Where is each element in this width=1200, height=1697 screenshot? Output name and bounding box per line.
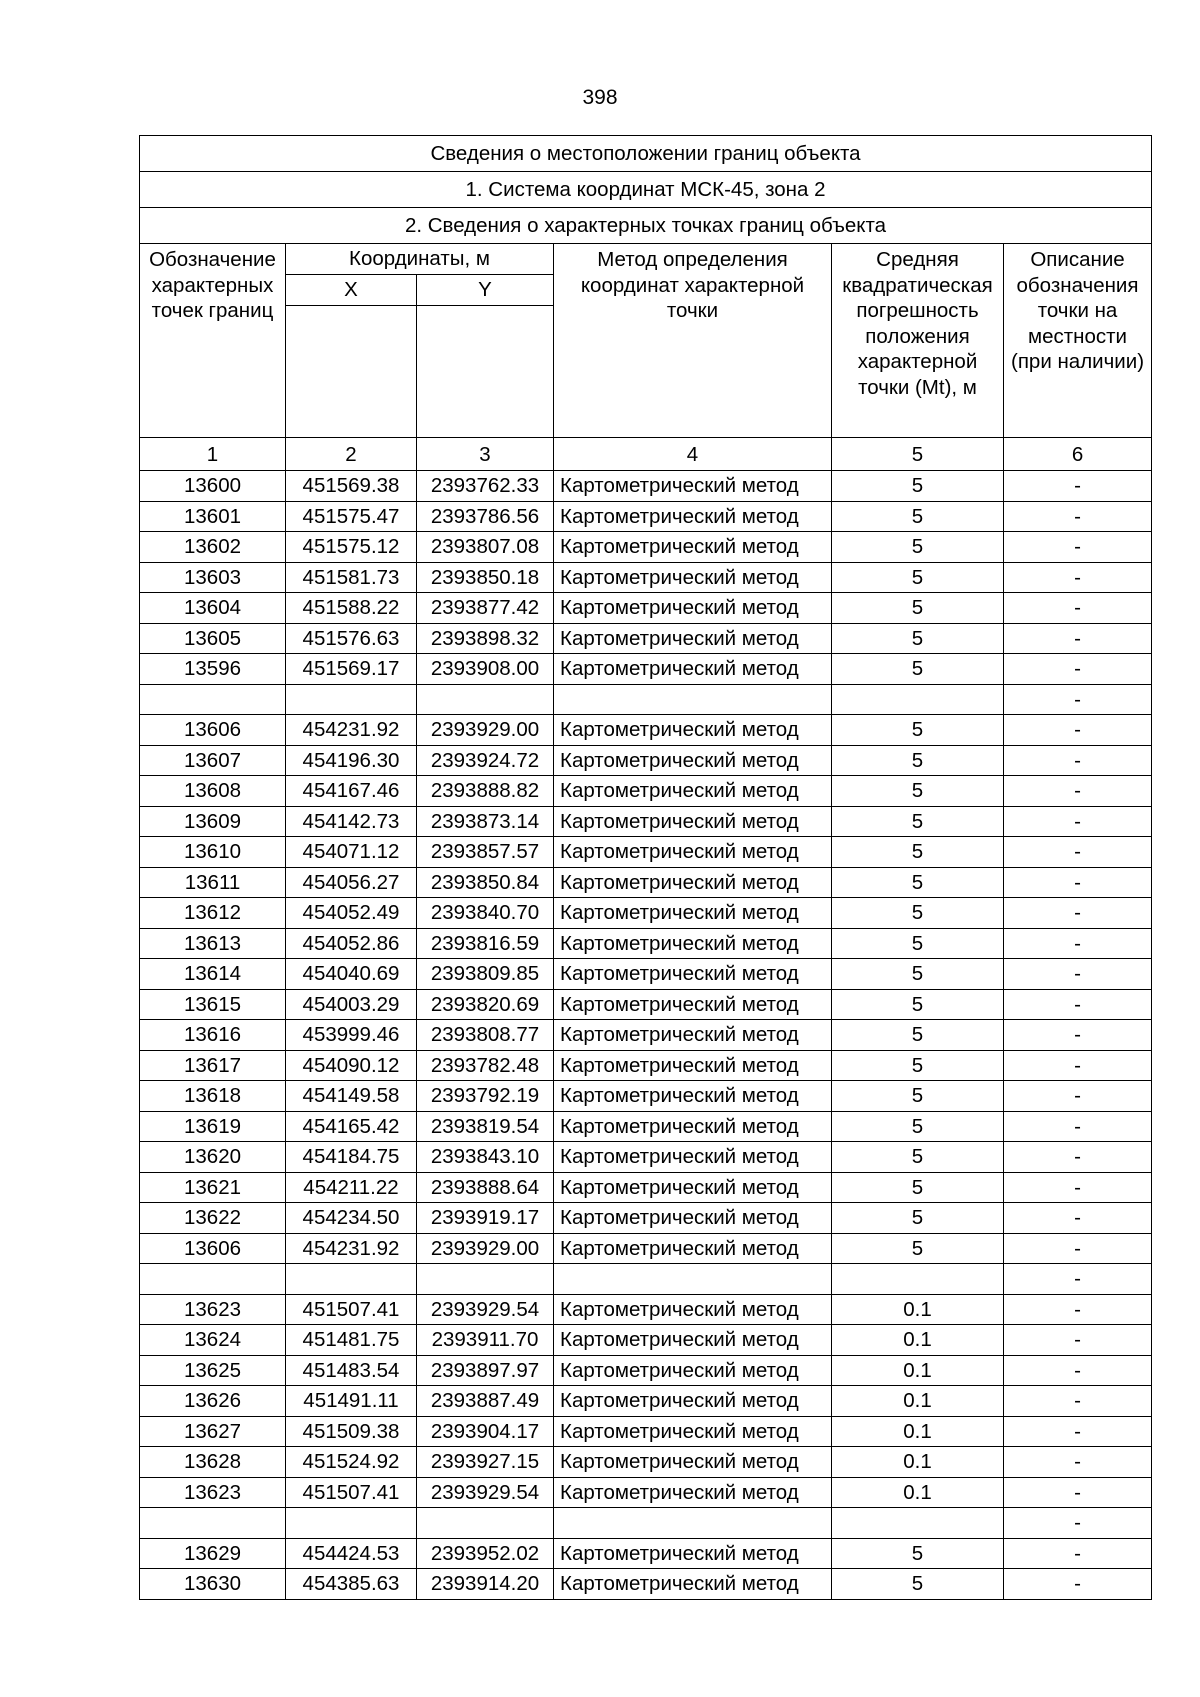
point-id-cell: 13623	[140, 1294, 286, 1325]
method-cell: Картометрический метод	[554, 471, 832, 502]
x-coordinate-cell: 451569.38	[286, 471, 417, 502]
x-coordinate-cell: 451575.12	[286, 532, 417, 563]
header-y-spacer	[417, 306, 554, 438]
y-coordinate-cell: 2393840.70	[417, 898, 554, 929]
error-cell: 5	[832, 989, 1004, 1020]
x-coordinate-cell: 454231.92	[286, 1233, 417, 1264]
x-coordinate-cell: 451481.75	[286, 1325, 417, 1356]
point-id-cell: 13610	[140, 837, 286, 868]
point-id-cell: 13606	[140, 715, 286, 746]
x-coordinate-cell: 451576.63	[286, 623, 417, 654]
column-number: 5	[832, 438, 1004, 471]
point-id-cell: 13619	[140, 1111, 286, 1142]
error-cell: 5	[832, 532, 1004, 563]
point-id-cell: 13596	[140, 654, 286, 685]
y-coordinate-cell: 2393914.20	[417, 1569, 554, 1600]
error-cell: 0.1	[832, 1416, 1004, 1447]
method-cell: Картометрический метод	[554, 1050, 832, 1081]
error-cell: 5	[832, 654, 1004, 685]
point-id-cell: 13620	[140, 1142, 286, 1173]
description-cell: -	[1004, 623, 1152, 654]
y-coordinate-cell: 2393929.54	[417, 1294, 554, 1325]
table-row	[140, 776, 1152, 807]
error-cell: 5	[832, 745, 1004, 776]
description-cell: -	[1004, 1538, 1152, 1569]
point-id-cell: 13605	[140, 623, 286, 654]
page-number: 398	[582, 86, 618, 109]
table-row	[140, 1081, 1152, 1112]
y-coordinate-cell: 2393888.64	[417, 1172, 554, 1203]
description-cell: -	[1004, 684, 1152, 715]
point-id-cell: 13622	[140, 1203, 286, 1234]
column-number: 6	[1004, 438, 1152, 471]
point-id-cell: 13600	[140, 471, 286, 502]
point-id-cell: 13626	[140, 1386, 286, 1417]
table-row	[140, 1294, 1152, 1325]
error-cell: 5	[832, 837, 1004, 868]
table-row	[140, 501, 1152, 532]
y-coordinate-cell: 2393873.14	[417, 806, 554, 837]
column-number: 1	[140, 438, 286, 471]
table-row	[140, 1325, 1152, 1356]
method-cell: Картометрический метод	[554, 532, 832, 563]
method-cell: Картометрический метод	[554, 1203, 832, 1234]
point-id-cell: 13614	[140, 959, 286, 990]
x-coordinate-cell: 454052.86	[286, 928, 417, 959]
table-row	[140, 928, 1152, 959]
description-cell: -	[1004, 1020, 1152, 1051]
error-cell: 5	[832, 1233, 1004, 1264]
table-row	[140, 1264, 1152, 1295]
description-cell: -	[1004, 745, 1152, 776]
method-cell: Картометрический метод	[554, 715, 832, 746]
x-coordinate-cell: 451509.38	[286, 1416, 417, 1447]
y-coordinate-cell	[417, 1508, 554, 1539]
table-row	[140, 1203, 1152, 1234]
y-coordinate-cell: 2393808.77	[417, 1020, 554, 1051]
table-row	[140, 654, 1152, 685]
x-coordinate-cell: 454142.73	[286, 806, 417, 837]
error-cell: 5	[832, 1050, 1004, 1081]
point-id-cell: 13603	[140, 562, 286, 593]
y-coordinate-cell: 2393897.97	[417, 1355, 554, 1386]
table-row	[140, 1416, 1152, 1447]
x-coordinate-cell: 451507.41	[286, 1477, 417, 1508]
method-cell: Картометрический метод	[554, 1233, 832, 1264]
description-cell: -	[1004, 1233, 1152, 1264]
x-coordinate-cell: 454234.50	[286, 1203, 417, 1234]
x-coordinate-cell: 454052.49	[286, 898, 417, 929]
error-cell: 5	[832, 593, 1004, 624]
error-cell: 5	[832, 715, 1004, 746]
method-cell: Картометрический метод	[554, 1477, 832, 1508]
table-row	[140, 1050, 1152, 1081]
method-cell	[554, 1264, 832, 1295]
description-cell: -	[1004, 1325, 1152, 1356]
table-row	[140, 1233, 1152, 1264]
error-cell: 5	[832, 501, 1004, 532]
error-cell: 0.1	[832, 1294, 1004, 1325]
error-cell: 5	[832, 562, 1004, 593]
y-coordinate-cell: 2393816.59	[417, 928, 554, 959]
header-description: Описание обозначения точки на местности (при наличии)	[1004, 244, 1152, 438]
y-coordinate-cell: 2393877.42	[417, 593, 554, 624]
y-coordinate-cell: 2393929.00	[417, 715, 554, 746]
table-row	[140, 532, 1152, 563]
method-cell: Картометрический метод	[554, 562, 832, 593]
method-cell: Картометрический метод	[554, 1416, 832, 1447]
y-coordinate-cell: 2393929.54	[417, 1477, 554, 1508]
x-coordinate-cell: 454003.29	[286, 989, 417, 1020]
table-row	[140, 806, 1152, 837]
description-cell: -	[1004, 989, 1152, 1020]
description-cell: -	[1004, 928, 1152, 959]
point-id-cell: 13629	[140, 1538, 286, 1569]
error-cell: 5	[832, 623, 1004, 654]
method-cell: Картометрический метод	[554, 837, 832, 868]
method-cell: Картометрический метод	[554, 776, 832, 807]
method-cell: Картометрический метод	[554, 959, 832, 990]
description-cell: -	[1004, 1264, 1152, 1295]
description-cell: -	[1004, 1294, 1152, 1325]
method-cell	[554, 1508, 832, 1539]
x-coordinate-cell: 453999.46	[286, 1020, 417, 1051]
x-coordinate-cell: 451569.17	[286, 654, 417, 685]
x-coordinate-cell: 454071.12	[286, 837, 417, 868]
method-cell	[554, 684, 832, 715]
description-cell: -	[1004, 1508, 1152, 1539]
y-coordinate-cell	[417, 684, 554, 715]
point-id-cell	[140, 684, 286, 715]
error-cell	[832, 1264, 1004, 1295]
point-id-cell: 13611	[140, 867, 286, 898]
description-cell: -	[1004, 1569, 1152, 1600]
y-coordinate-cell: 2393850.84	[417, 867, 554, 898]
x-coordinate-cell: 454231.92	[286, 715, 417, 746]
error-cell	[832, 1508, 1004, 1539]
point-id-cell: 13604	[140, 593, 286, 624]
y-coordinate-cell: 2393898.32	[417, 623, 554, 654]
error-cell: 5	[832, 1172, 1004, 1203]
method-cell: Картометрический метод	[554, 623, 832, 654]
description-cell: -	[1004, 1386, 1152, 1417]
description-cell: -	[1004, 562, 1152, 593]
description-cell: -	[1004, 898, 1152, 929]
method-cell: Картометрический метод	[554, 1294, 832, 1325]
x-coordinate-cell: 451524.92	[286, 1447, 417, 1478]
x-coordinate-cell: 454056.27	[286, 867, 417, 898]
y-coordinate-cell: 2393807.08	[417, 532, 554, 563]
table-row	[140, 623, 1152, 654]
x-coordinate-cell	[286, 684, 417, 715]
description-cell: -	[1004, 776, 1152, 807]
method-cell: Картометрический метод	[554, 1142, 832, 1173]
error-cell: 5	[832, 1111, 1004, 1142]
error-cell: 5	[832, 959, 1004, 990]
x-coordinate-cell: 454090.12	[286, 1050, 417, 1081]
description-cell: -	[1004, 867, 1152, 898]
error-cell: 5	[832, 1142, 1004, 1173]
error-cell: 5	[832, 1569, 1004, 1600]
table-row	[140, 898, 1152, 929]
point-id-cell	[140, 1508, 286, 1539]
method-cell: Картометрический метод	[554, 1020, 832, 1051]
description-cell: -	[1004, 1172, 1152, 1203]
error-cell: 5	[832, 776, 1004, 807]
method-cell: Картометрический метод	[554, 989, 832, 1020]
description-cell: -	[1004, 1081, 1152, 1112]
point-id-cell: 13617	[140, 1050, 286, 1081]
description-cell: -	[1004, 471, 1152, 502]
table-row	[140, 471, 1152, 502]
error-cell: 0.1	[832, 1355, 1004, 1386]
y-coordinate-cell: 2393919.17	[417, 1203, 554, 1234]
header-coordinates: Координаты, м	[286, 244, 554, 275]
description-cell: -	[1004, 1447, 1152, 1478]
point-id-cell: 13616	[140, 1020, 286, 1051]
method-cell: Картометрический метод	[554, 745, 832, 776]
x-coordinate-cell: 454165.42	[286, 1111, 417, 1142]
y-coordinate-cell: 2393762.33	[417, 471, 554, 502]
table-row	[140, 593, 1152, 624]
description-cell: -	[1004, 1050, 1152, 1081]
column-number: 2	[286, 438, 417, 471]
table-row	[140, 684, 1152, 715]
y-coordinate-cell: 2393786.56	[417, 501, 554, 532]
description-cell: -	[1004, 959, 1152, 990]
point-id-cell: 13613	[140, 928, 286, 959]
description-cell: -	[1004, 837, 1152, 868]
x-coordinate-cell: 451507.41	[286, 1294, 417, 1325]
y-coordinate-cell: 2393952.02	[417, 1538, 554, 1569]
header-method: Метод определения координат характерной точки	[554, 244, 832, 438]
point-id-cell: 13612	[140, 898, 286, 929]
description-cell: -	[1004, 715, 1152, 746]
y-coordinate-cell: 2393809.85	[417, 959, 554, 990]
table-row	[140, 1508, 1152, 1539]
method-cell: Картометрический метод	[554, 867, 832, 898]
table-row	[140, 1477, 1152, 1508]
method-cell: Картометрический метод	[554, 1355, 832, 1386]
y-coordinate-cell: 2393819.54	[417, 1111, 554, 1142]
point-id-cell: 13602	[140, 532, 286, 563]
x-coordinate-cell: 454149.58	[286, 1081, 417, 1112]
header-error: Средняя квадратическая погрешность положения характерной точки (Mt), м	[832, 244, 1004, 438]
y-coordinate-cell: 2393929.00	[417, 1233, 554, 1264]
error-cell: 0.1	[832, 1447, 1004, 1478]
y-coordinate-cell: 2393843.10	[417, 1142, 554, 1173]
error-cell: 0.1	[832, 1386, 1004, 1417]
method-cell: Картометрический метод	[554, 654, 832, 685]
table-row	[140, 867, 1152, 898]
x-coordinate-cell: 454167.46	[286, 776, 417, 807]
x-coordinate-cell: 451491.11	[286, 1386, 417, 1417]
point-id-cell: 13630	[140, 1569, 286, 1600]
table-row	[140, 1111, 1152, 1142]
table-row	[140, 959, 1152, 990]
y-coordinate-cell: 2393857.57	[417, 837, 554, 868]
header-x-spacer	[286, 306, 417, 438]
description-cell: -	[1004, 1477, 1152, 1508]
y-coordinate-cell: 2393927.15	[417, 1447, 554, 1478]
description-cell: -	[1004, 1203, 1152, 1234]
point-id-cell: 13609	[140, 806, 286, 837]
x-coordinate-cell: 451483.54	[286, 1355, 417, 1386]
error-cell: 5	[832, 1538, 1004, 1569]
column-number: 4	[554, 438, 832, 471]
error-cell: 5	[832, 1020, 1004, 1051]
boundary-points-table	[139, 135, 1152, 1600]
description-cell: -	[1004, 1111, 1152, 1142]
y-coordinate-cell: 2393904.17	[417, 1416, 554, 1447]
description-cell: -	[1004, 1142, 1152, 1173]
method-cell: Картометрический метод	[554, 1569, 832, 1600]
description-cell: -	[1004, 532, 1152, 563]
x-coordinate-cell: 451581.73	[286, 562, 417, 593]
method-cell: Картометрический метод	[554, 1325, 832, 1356]
x-coordinate-cell: 454424.53	[286, 1538, 417, 1569]
y-coordinate-cell: 2393888.82	[417, 776, 554, 807]
column-number: 3	[417, 438, 554, 471]
error-cell: 5	[832, 1081, 1004, 1112]
y-coordinate-cell: 2393792.19	[417, 1081, 554, 1112]
column-number-row	[140, 438, 1152, 471]
point-id-cell: 13607	[140, 745, 286, 776]
header-y: Y	[417, 275, 554, 306]
method-cell: Картометрический метод	[554, 1538, 832, 1569]
error-cell: 5	[832, 898, 1004, 929]
point-id-cell: 13627	[140, 1416, 286, 1447]
description-cell: -	[1004, 654, 1152, 685]
x-coordinate-cell: 454184.75	[286, 1142, 417, 1173]
table-row	[140, 989, 1152, 1020]
x-coordinate-cell	[286, 1508, 417, 1539]
method-cell: Картометрический метод	[554, 593, 832, 624]
x-coordinate-cell: 454211.22	[286, 1172, 417, 1203]
coordinate-system-row: 1. Система координат МСК-45, зона 2	[140, 172, 1152, 208]
x-coordinate-cell: 451588.22	[286, 593, 417, 624]
description-cell: -	[1004, 501, 1152, 532]
table-row	[140, 1142, 1152, 1173]
method-cell: Картометрический метод	[554, 1386, 832, 1417]
table-row	[140, 1172, 1152, 1203]
point-id-cell: 13621	[140, 1172, 286, 1203]
y-coordinate-cell: 2393782.48	[417, 1050, 554, 1081]
point-id-cell: 13606	[140, 1233, 286, 1264]
y-coordinate-cell: 2393908.00	[417, 654, 554, 685]
point-id-cell: 13628	[140, 1447, 286, 1478]
x-coordinate-cell: 451575.47	[286, 501, 417, 532]
table-row	[140, 1386, 1152, 1417]
point-id-cell: 13625	[140, 1355, 286, 1386]
y-coordinate-cell: 2393924.72	[417, 745, 554, 776]
method-cell: Картометрический метод	[554, 898, 832, 929]
table-row	[140, 562, 1152, 593]
method-cell: Картометрический метод	[554, 1447, 832, 1478]
table-row	[140, 1447, 1152, 1478]
error-cell: 0.1	[832, 1477, 1004, 1508]
header-point-designation: Обозначение характерных точек границ	[140, 244, 286, 438]
point-id-cell: 13601	[140, 501, 286, 532]
method-cell: Картометрический метод	[554, 806, 832, 837]
error-cell: 0.1	[832, 1325, 1004, 1356]
points-section-title: 2. Сведения о характерных точках границ объекта	[140, 208, 1152, 244]
x-coordinate-cell: 454040.69	[286, 959, 417, 990]
x-coordinate-cell: 454385.63	[286, 1569, 417, 1600]
error-cell: 5	[832, 806, 1004, 837]
error-cell: 5	[832, 867, 1004, 898]
table-row	[140, 1020, 1152, 1051]
y-coordinate-cell	[417, 1264, 554, 1295]
point-id-cell: 13623	[140, 1477, 286, 1508]
table-row	[140, 1355, 1152, 1386]
error-cell: 5	[832, 1203, 1004, 1234]
description-cell: -	[1004, 1416, 1152, 1447]
point-id-cell: 13624	[140, 1325, 286, 1356]
description-cell: -	[1004, 1355, 1152, 1386]
point-id-cell: 13618	[140, 1081, 286, 1112]
method-cell: Картометрический метод	[554, 501, 832, 532]
point-id-cell: 13608	[140, 776, 286, 807]
point-id-cell	[140, 1264, 286, 1295]
method-cell: Картометрический метод	[554, 1111, 832, 1142]
point-id-cell: 13615	[140, 989, 286, 1020]
description-cell: -	[1004, 593, 1152, 624]
error-cell: 5	[832, 928, 1004, 959]
method-cell: Картометрический метод	[554, 1172, 832, 1203]
x-coordinate-cell: 454196.30	[286, 745, 417, 776]
method-cell: Картометрический метод	[554, 928, 832, 959]
table-row	[140, 715, 1152, 746]
table-row	[140, 1538, 1152, 1569]
y-coordinate-cell: 2393820.69	[417, 989, 554, 1020]
table-row	[140, 745, 1152, 776]
description-cell: -	[1004, 806, 1152, 837]
table-title: Сведения о местоположении границ объекта	[140, 136, 1152, 172]
header-x: X	[286, 275, 417, 306]
error-cell	[832, 684, 1004, 715]
table-row	[140, 1569, 1152, 1600]
table-row	[140, 837, 1152, 868]
error-cell: 5	[832, 471, 1004, 502]
y-coordinate-cell: 2393911.70	[417, 1325, 554, 1356]
y-coordinate-cell: 2393850.18	[417, 562, 554, 593]
x-coordinate-cell	[286, 1264, 417, 1295]
method-cell: Картометрический метод	[554, 1081, 832, 1112]
y-coordinate-cell: 2393887.49	[417, 1386, 554, 1417]
